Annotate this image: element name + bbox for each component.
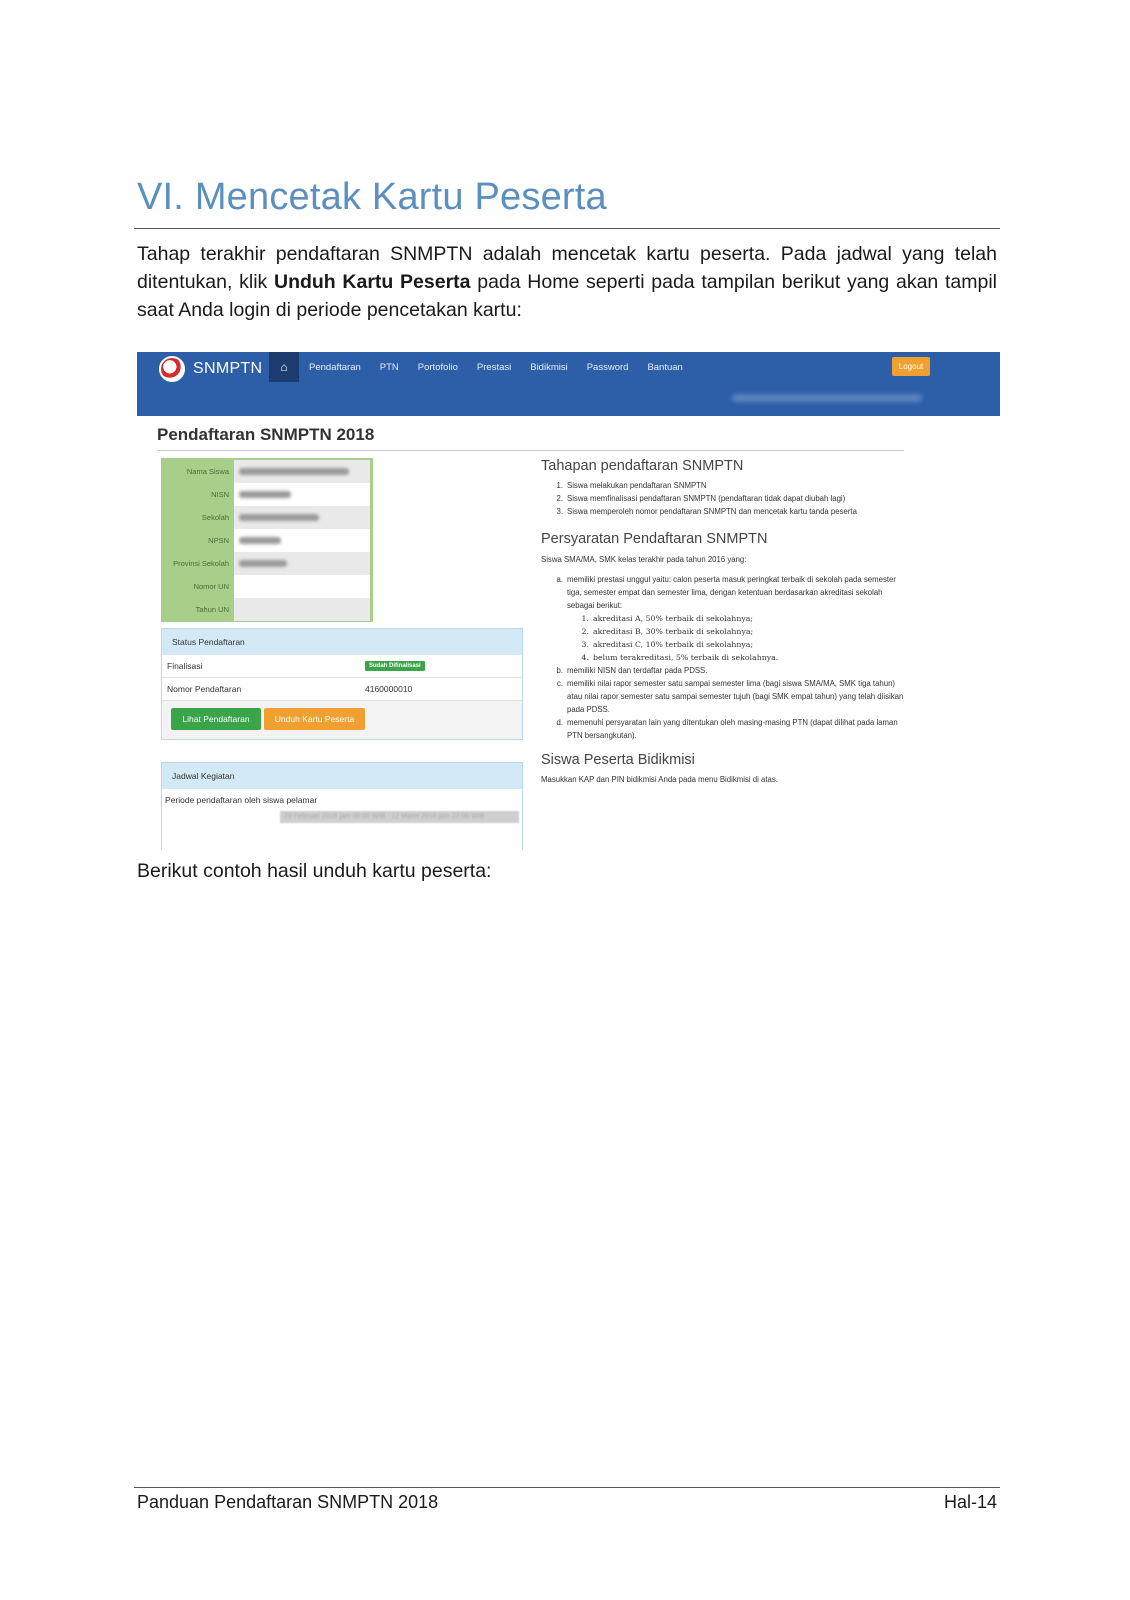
user-name-blurred [732, 394, 922, 402]
list-item: 1. akreditasi A, 50% terbaik di sekolahnya; [541, 612, 906, 625]
jadwal-item: Periode pendaftaran oleh siswa pelamar [165, 795, 318, 805]
profile-row [161, 483, 373, 506]
lihat-pendaftaran-button[interactable]: Lihat Pendaftaran [171, 708, 261, 730]
list-item: c. memiliki nilai rapor semester satu sampai semester lima (bagi siswa SMA/MA, SMK tiga tahun) atau nilai rapor semester satu sampai semester tujuh (bagi SMK empat tahun) yang telah diisikan pada PDSS. [541, 677, 906, 716]
footer-divider [134, 1487, 1000, 1488]
profile-label: Sekolah [201, 513, 229, 522]
footer-title: Panduan Pendaftaran SNMPTN 2018 [137, 1492, 439, 1512]
list-item: 2. Siswa memfinalisasi pendaftaran SNMPTN (pendaftaran tidak dapat diubah lagi) [541, 492, 906, 505]
list-item-text: memiliki prestasi unggul yaitu: calon peserta masuk peringkat terbaik di sekolah pada semester tiga, semester empat dan semester lima, dengan ketentuan berdasarkan akreditasi sekolah sebagai berikut: [567, 575, 896, 610]
profile-row [161, 575, 373, 598]
persyaratan-intro: Siswa SMA/MA, SMK kelas terakhir pada tahun 2016 yang: [541, 555, 747, 564]
status-actions [162, 701, 522, 739]
snmptn-logo-icon [159, 356, 185, 382]
heading-divider [157, 450, 904, 451]
intro-text-2: pada Home seperti pada tampilan berikut yang akan tampil saat Anda login di periode pencetakan kartu: [137, 271, 997, 321]
profile-value [234, 460, 370, 483]
profile-label: Nomor UN [193, 582, 229, 591]
jadwal-panel [161, 762, 523, 850]
nav-pendaftaran[interactable]: Pendaftaran [309, 361, 361, 373]
list-item-text: belum terakreditasi, 5% terbaik di sekolahnya. [593, 653, 779, 662]
nav-bidikmisi[interactable]: Bidikmisi [530, 361, 568, 373]
jadwal-panel-heading: Jadwal Kegiatan [162, 763, 522, 789]
page-number: Hal-14 [943, 1492, 997, 1512]
intro-bold: Unduh Kartu Peserta [273, 271, 471, 293]
status-panel-heading: Status Pendaftaran [162, 629, 522, 655]
profile-label: Provinsi Sekolah [173, 559, 229, 568]
nav-portofolio[interactable]: Portofolio [417, 361, 458, 373]
profile-row [161, 552, 373, 575]
profile-row [161, 460, 373, 483]
list-item: 4. belum terakreditasi, 5% terbaik di sekolahnya. [541, 651, 906, 664]
blurred-value [239, 560, 287, 567]
title-divider [134, 228, 1000, 229]
list-item-text: akreditasi C, 10% terbaik di sekolahnya; [593, 640, 754, 649]
list-item-text: Siswa memperoleh nomor pendaftaran SNMPTN dan mencetak kartu tanda peserta [567, 507, 857, 516]
nomor-label: Nomor Pendaftaran [167, 684, 242, 694]
blurred-value [239, 468, 349, 475]
persyaratan-heading: Persyaratan Pendaftaran SNMPTN [541, 531, 768, 547]
list-item-text: akreditasi B, 30% terbaik di sekolahnya; [593, 627, 754, 636]
after-paragraph: Berikut contoh hasil unduh kartu peserta: [137, 860, 492, 882]
finalisasi-label: Finalisasi [167, 661, 203, 671]
blurred-value [239, 514, 319, 521]
nav-ptn[interactable]: PTN [379, 361, 399, 373]
list-item-text: memenuhi persyaratan lain yang ditentukan oleh masing-masing PTN (dapat dilihat pada laman PTN bersangkutan). [567, 718, 898, 740]
finalisasi-row [162, 655, 522, 678]
nav-home-button[interactable] [269, 352, 299, 382]
list-item: 1. Siswa melakukan pendaftaran SNMPTN [541, 479, 906, 492]
list-item-text: Siswa memfinalisasi pendaftaran SNMPTN (pendaftaran tidak dapat diubah lagi) [567, 494, 846, 503]
tahapan-heading: Tahapan pendaftaran SNMPTN [541, 458, 744, 474]
profile-value [234, 552, 370, 575]
akreditasi-list [541, 612, 906, 664]
page-title: VI. Mencetak Kartu Peserta [137, 176, 607, 218]
blurred-value [239, 537, 281, 544]
profile-row [161, 598, 373, 621]
profile-label: NPSN [208, 536, 229, 545]
bidikmisi-text: Masukkan KAP dan PIN bidikmisi Anda pada menu Bidikmisi di atas. [541, 775, 778, 784]
profile-table [161, 458, 373, 622]
profile-value [234, 529, 370, 552]
list-item: 3. akreditasi C, 10% terbaik di sekolahnya; [541, 638, 906, 651]
unduh-kartu-button[interactable]: Unduh Kartu Peserta [264, 708, 365, 730]
nav-prestasi[interactable]: Prestasi [476, 361, 512, 373]
list-item: b. memiliki NISN dan terdaftar pada PDSS. [541, 664, 906, 677]
profile-row [161, 506, 373, 529]
list-item-text: memiliki NISN dan terdaftar pada PDSS. [567, 666, 708, 675]
profile-label: NISN [211, 490, 229, 499]
info-column [541, 456, 906, 786]
profile-label: Tahun UN [195, 605, 229, 614]
intro-text-1: Tahap terakhir pendaftaran SNMPTN adalah mencetak kartu peserta. Pada jadwal yang telah ditentukan, klik [137, 243, 997, 293]
list-item: a. memiliki prestasi unggul yaitu: calon peserta masuk peringkat terbaik di sekolah pada semester tiga, semester empat dan semester lima, dengan ketentuan berdasarkan akreditasi sekolah sebagai berikut: [541, 573, 906, 612]
list-item-text: akreditasi A, 50% terbaik di sekolahnya; [593, 614, 754, 623]
navbar [137, 352, 1000, 416]
nomor-row [162, 678, 522, 701]
list-item: d. memenuhi persyaratan lain yang ditentukan oleh masing-masing PTN (dapat dilihat pada laman PTN bersangkutan). [541, 716, 906, 742]
intro-paragraph [137, 240, 997, 324]
list-item-text: memiliki nilai rapor semester satu sampai semester lima (bagi siswa SMA/MA, SMK tiga tahun) atau nilai rapor semester satu sampai semester tujuh (bagi SMK empat tahun) yang telah diisikan pada PDSS. [567, 679, 904, 714]
nomor-value: 4160000010 [365, 684, 413, 694]
list-item: 2. akreditasi B, 30% terbaik di sekolahnya; [541, 625, 906, 638]
nav-links [309, 352, 683, 382]
bidikmisi-heading: Siswa Peserta Bidikmisi [541, 752, 695, 768]
list-item-text: Siswa melakukan pendaftaran SNMPTN [567, 481, 707, 490]
home-icon: ⌂ [280, 360, 288, 374]
list-item: 3. Siswa memperoleh nomor pendaftaran SNMPTN dan mencetak kartu tanda peserta [541, 505, 906, 518]
persyaratan-list [541, 573, 906, 612]
status-badge: Sudah Difinalisasi [365, 661, 425, 671]
page-heading: Pendaftaran SNMPTN 2018 [157, 425, 375, 444]
logout-button[interactable]: Logout [892, 357, 930, 376]
profile-label: Nama Siswa [186, 467, 229, 476]
brand-text: SNMPTN [193, 360, 263, 377]
profile-row [161, 529, 373, 552]
persyaratan-list-cont [541, 664, 906, 742]
profile-value [234, 598, 370, 621]
status-panel [161, 628, 523, 740]
jadwal-date: 29 Februari 2016 jam 00:00 WIB - 12 Maret 2016 jam 22:00 WIB [280, 811, 519, 823]
tahapan-list [541, 479, 906, 518]
app-screenshot [137, 352, 1000, 850]
nav-password[interactable]: Password [586, 361, 629, 373]
profile-value [234, 483, 370, 506]
brand[interactable] [159, 354, 262, 384]
profile-value [234, 575, 370, 598]
profile-value [234, 506, 370, 529]
nav-bantuan[interactable]: Bantuan [647, 361, 683, 373]
blurred-value [239, 491, 291, 498]
